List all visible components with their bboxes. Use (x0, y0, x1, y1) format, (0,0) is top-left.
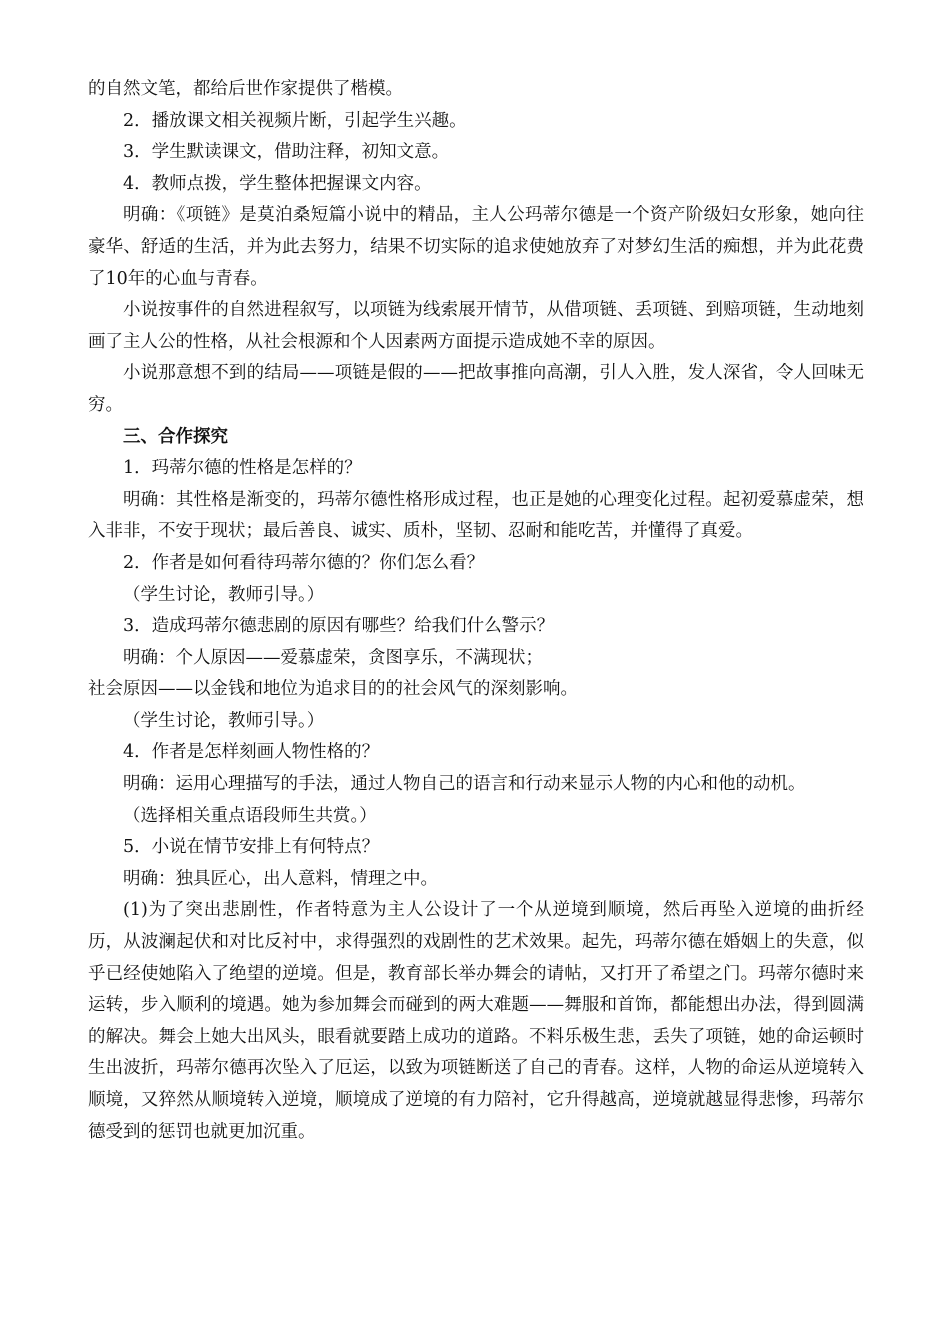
analysis-paragraph: (1)为了突出悲剧性，作者特意为主人公设计了一个从逆境到顺境，然后再坠入逆境的曲折经历，从波澜起伏和对比反衬中，求得强烈的戏剧性的艺术效果。起先，玛蒂尔德在婚姻上的失意，似乎已经使她陷入了绝望的逆境。但是，教育部长举办舞会的请帖，又打开了希望之门。玛蒂尔德时来运转，步入顺利的境遇。她为参加舞会而碰到的两大难题——舞服和首饰，都能想出办法，得到圆满的解决。舞会上她大出风头，眼看就要踏上成功的道路。不料乐极生悲，丢失了项链，她的命运顿时生出波折，玛蒂尔德再次坠入了厄运，以致为项链断送了自己的青春。这样，人物的命运从逆境转入顺境，又猝然从顺境转入逆境，顺境成了逆境的有力陪衬，它升得越高，逆境就越显得悲惨，玛蒂尔德受到的惩罚也就更加沉重。 (88, 900, 864, 1142)
question-3: 3．造成玛蒂尔德悲剧的原因有哪些？给我们什么警示？ (123, 616, 555, 637)
answer-4: 明确：运用心理描写的手法，通过人物自己的语言和行动来显示人物的内心和他的动机。 (123, 774, 806, 795)
paragraph-5: 明确：《项链》是莫泊桑短篇小说中的精品，主人公玛蒂尔德是一个资产阶级妇女形象，她向往豪华、舒适的生活，并为此去努力，结果不切实际的追求使她放弃了对梦幻生活的痴想，并为此花费了10年的心血与青春。 (88, 205, 864, 289)
document-page (88, 74, 864, 1148)
paragraph-3: 3．学生默读课文，借助注释，初知文意。 (123, 142, 450, 163)
note-2: （学生讨论，教师引导。） (123, 710, 325, 731)
answer-1: 明确：其性格是渐变的，玛蒂尔德性格形成过程，也正是她的心理变化过程。起初爱慕虚荣，想入非非，不安于现状；最后善良、诚实、质朴，坚韧、忍耐和能吃苦，并懂得了真爱。 (88, 489, 864, 542)
paragraph-2: 2．播放课文相关视频片断，引起学生兴趣。 (123, 110, 467, 131)
paragraph-4: 4．教师点拨，学生整体把握课文内容。 (123, 173, 432, 194)
answer-3b: 社会原因——以金钱和地位为追求目的的社会风气的深刻影响。 (88, 679, 578, 700)
question-4: 4．作者是怎样刻画人物性格的？ (123, 742, 380, 763)
section-heading: 三、合作探究 (123, 426, 228, 447)
note-3: （选择相关重点语段师生共赏。） (123, 805, 377, 826)
question-5: 5．小说在情节安排上有何特点？ (123, 837, 380, 858)
answer-5: 明确：独具匠心，出人意料，情理之中。 (123, 868, 438, 889)
note-1: （学生讨论，教师引导。） (123, 584, 325, 605)
question-2: 2．作者是如何看待玛蒂尔德的？你们怎么看？ (123, 552, 485, 573)
paragraph-1: 的自然文笔，都给后世作家提供了楷模。 (88, 79, 403, 99)
question-1: 1．玛蒂尔德的性格是怎样的？ (123, 458, 362, 479)
paragraph-7: 小说那意想不到的结局——项链是假的——把故事推向高潮，引人入胜，发人深省，令人回味无穷。 (88, 363, 864, 415)
paragraph-6: 小说按事件的自然进程叙写，以项链为线索展开情节，从借项链、丢项链、到赔项链，生动地刻画了主人公的性格，从社会根源和个人因素两方面提示造成她不幸的原因。 (88, 300, 864, 352)
answer-3a: 明确：个人原因——爱慕虚荣，贪图享乐，不满现状； (123, 647, 543, 668)
